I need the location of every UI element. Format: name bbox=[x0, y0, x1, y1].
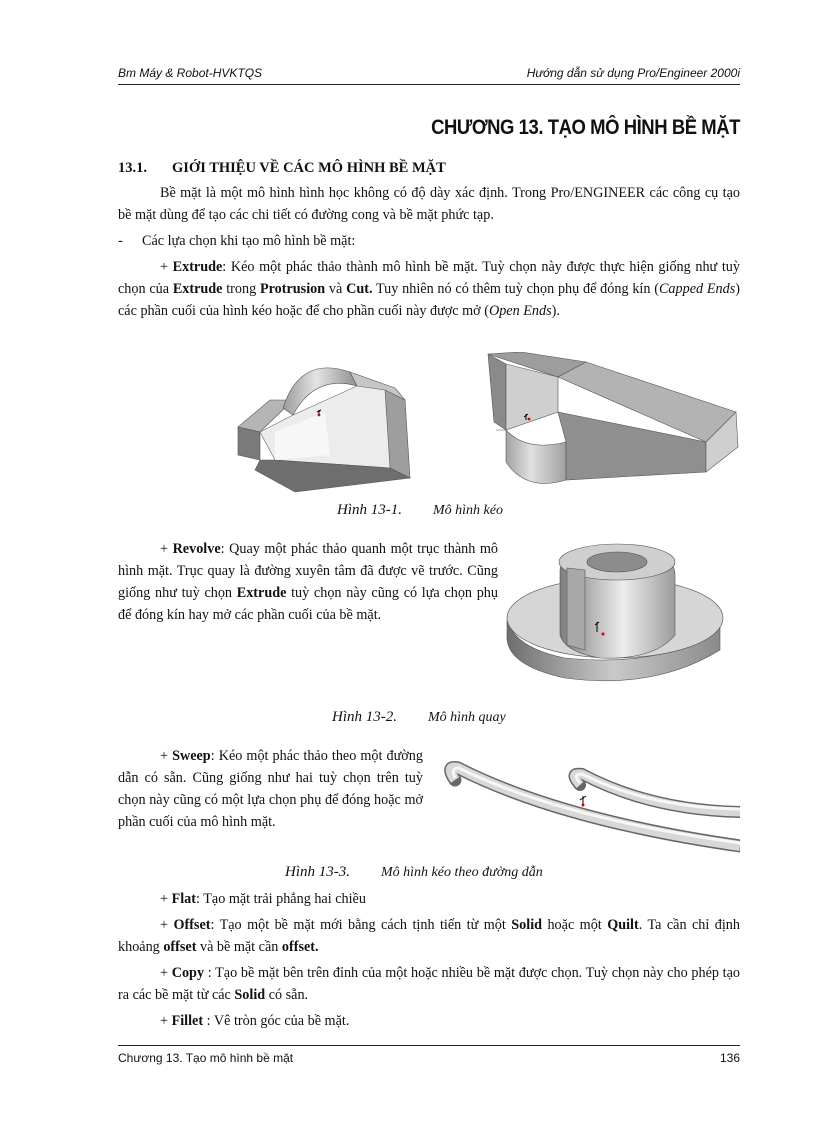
protrusion-term: Protrusion bbox=[259, 281, 326, 297]
fillet-paragraph bbox=[118, 1010, 740, 1032]
page-footer bbox=[118, 1051, 740, 1069]
flat-paragraph bbox=[118, 888, 740, 910]
text-run: : Kéo một phác thảo theo một đường dẫn có sẵn. Cũng giống như hai tuỳ chọn trên tuỳ chọn này cũng có một lựa chọn phụ để đóng hoặc mở phần cuối của mô hình mặt. bbox=[118, 748, 423, 830]
extrude-term-3: Extrude bbox=[236, 585, 287, 601]
extrude-paragraph bbox=[118, 256, 740, 322]
plus-marker: + bbox=[160, 259, 173, 275]
figure-2-title: Mô hình quay bbox=[428, 710, 506, 725]
text-run: tuỳ chọn này cũng có lựa chọn phụ để đóng kín hay mở các phần cuối của bề mặt. bbox=[118, 585, 498, 623]
options-lead-text: Các lựa chọn khi tạo mô hình bề mặt: bbox=[142, 233, 356, 249]
text-run: : Vê tròn góc của bề mặt. bbox=[203, 1013, 350, 1029]
revolve-term: Revolve bbox=[172, 541, 221, 557]
text-run: . Ta cần chỉ định khoảng bbox=[118, 917, 740, 955]
section-heading bbox=[118, 160, 446, 177]
plus-marker: + bbox=[160, 965, 172, 981]
figure-1-caption bbox=[337, 502, 503, 519]
text-run: : Tạo một bề mặt mới bằng cách tịnh tiến từ một bbox=[210, 917, 512, 933]
extrude-term-2: Extrude bbox=[172, 281, 223, 297]
offset-paragraph bbox=[118, 914, 740, 958]
figure-1-title: Mô hình kéo bbox=[433, 503, 503, 518]
header-right: Hướng dẫn sử dụng Pro/Engineer 2000i bbox=[526, 66, 740, 80]
fillet-term: Fillet bbox=[171, 1013, 204, 1029]
text-run: và bbox=[325, 281, 347, 297]
text-run: Tuy nhiên nó có thêm tuỳ chọn phụ để đóng kín ( bbox=[372, 281, 659, 297]
cut-term: Cut. bbox=[346, 281, 373, 297]
figure-3-label: Hình 13-3. bbox=[285, 864, 350, 880]
figure-extrude-left bbox=[235, 360, 415, 495]
text-run: : Tạo bề mặt bên trên đỉnh của một hoặc nhiều bề mặt được chọn. Tuỳ chọn này cho phép tạo ra các bề mặt từ các bbox=[118, 965, 740, 1003]
text-run: : Kéo một phác thảo thành mô hình bề mặt. Tuỳ chọn này được thực hiện giống như tuỳ chọn của bbox=[118, 259, 740, 297]
copy-term: Copy bbox=[171, 965, 205, 981]
figure-2-label: Hình 13-2. bbox=[332, 709, 397, 725]
page-number: 136 bbox=[719, 1051, 740, 1065]
extrude-term: Extrude bbox=[172, 259, 223, 275]
intro-paragraph: Bề mặt là một mô hình hình học không có độ dày xác định. Trong Pro/ENGINEER các công cụ tạo bề mặt dùng để tạo các chi tiết có đường cong và bề mặt phức tạp. bbox=[118, 185, 740, 223]
section-title: GIỚI THIỆU VỀ CÁC MÔ HÌNH BỀ MẶT bbox=[172, 160, 446, 176]
text-run: ) các phần cuối của hình kéo hoặc để cho phần cuối này được mở ( bbox=[118, 281, 740, 319]
dash-marker: - bbox=[118, 233, 123, 249]
solid-term: Solid bbox=[511, 917, 543, 933]
section-number: 13.1. bbox=[118, 160, 147, 176]
text-run: và bề mặt cần bbox=[196, 939, 282, 955]
figure-2-caption bbox=[332, 709, 506, 726]
figure-3-title: Mô hình kéo theo đường dẫn bbox=[381, 865, 543, 880]
plus-marker: + bbox=[160, 748, 173, 764]
figure-sweep bbox=[440, 750, 740, 860]
sweep-term: Sweep bbox=[172, 748, 211, 764]
open-ends-term: Open Ends bbox=[488, 303, 552, 319]
offset-term-3: offset. bbox=[281, 939, 319, 955]
capped-ends-term: Capped Ends bbox=[658, 281, 736, 297]
text-run: có sẵn. bbox=[265, 987, 309, 1003]
text-run: : Tạo mặt trải phẳng hai chiều bbox=[196, 891, 366, 907]
text-run: trong bbox=[222, 281, 260, 297]
revolve-paragraph bbox=[118, 538, 498, 626]
text-run: hoặc một bbox=[542, 917, 608, 933]
text-run: : Quay một phác thảo quanh một trục thành mô hình mặt. Trục quay là đường xuyên tâm đã được vẽ trước. Cũng giống như tuỳ chọn bbox=[118, 541, 498, 601]
figure-revolve bbox=[505, 540, 730, 690]
figure-1-label: Hình 13-1. bbox=[337, 502, 402, 518]
plus-marker: + bbox=[160, 1013, 172, 1029]
quilt-term: Quilt bbox=[607, 917, 639, 933]
header-left: Bm Máy & Robot-HVKTQS bbox=[118, 66, 263, 80]
footer-left: Chương 13. Tạo mô hình bề mặt bbox=[118, 1051, 294, 1065]
offset-term-2: offset bbox=[163, 939, 197, 955]
figure-3-caption bbox=[285, 864, 543, 881]
copy-paragraph bbox=[118, 962, 740, 1006]
options-lead bbox=[118, 230, 740, 252]
plus-marker: + bbox=[160, 891, 172, 907]
plus-marker: + bbox=[160, 917, 174, 933]
plus-marker: + bbox=[160, 541, 173, 557]
text-run: ). bbox=[551, 303, 560, 319]
footer-rule bbox=[118, 1045, 740, 1046]
offset-term: Offset bbox=[173, 917, 211, 933]
page-header bbox=[118, 66, 740, 84]
flat-term: Flat bbox=[171, 891, 196, 907]
solid-term-2: Solid bbox=[234, 987, 266, 1003]
header-rule bbox=[118, 84, 740, 85]
chapter-title: CHƯƠNG 13. TẠO MÔ HÌNH BỀ MẶT bbox=[431, 116, 740, 139]
figure-extrude-right bbox=[466, 352, 741, 497]
sweep-paragraph bbox=[118, 745, 423, 833]
